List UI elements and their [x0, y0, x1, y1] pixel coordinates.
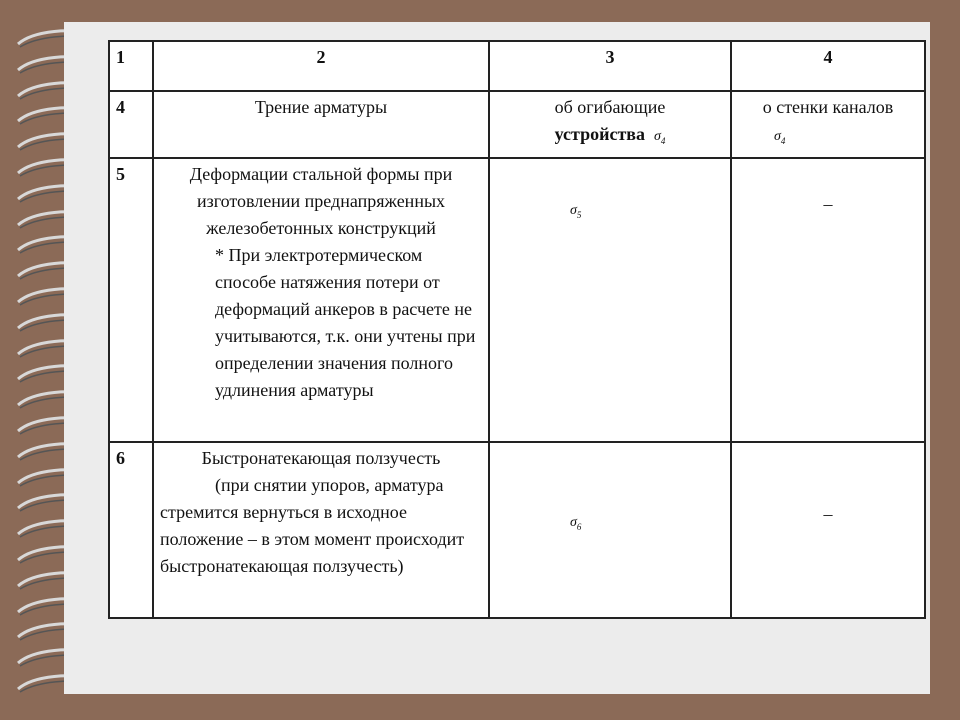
case-text-bold: устройства: [554, 124, 646, 144]
header-col-1: 1: [109, 41, 153, 91]
loss-case-4: –: [731, 158, 925, 442]
loss-title: Деформации стальной формы при изготовлении преднапряженных железобетонных конструкций: [189, 163, 453, 238]
sigma-line: [738, 121, 918, 155]
row-number: 6: [109, 442, 153, 618]
loss-description: Трение арматуры: [153, 91, 489, 158]
sigma-symbol: $\sigma_4$: [654, 129, 666, 146]
header-col-2: 2: [153, 41, 489, 91]
loss-case-3: [489, 158, 731, 442]
sigma-symbol: $\sigma_6$: [570, 514, 582, 532]
loss-title: Быстронатекающая ползучесть: [201, 447, 441, 468]
loss-description: [153, 442, 489, 618]
case-text: о стенки каналов: [762, 97, 894, 117]
case-text: об огибающие: [554, 97, 666, 117]
loss-case-3: [489, 91, 731, 158]
prestress-losses-table: [108, 40, 926, 619]
table-header-row: [109, 41, 925, 91]
table-row: [109, 91, 925, 158]
row-number: 4: [109, 91, 153, 158]
loss-description: [153, 158, 489, 442]
sigma-symbol: $\sigma_4$: [774, 129, 786, 146]
header-col-4: 4: [731, 41, 925, 91]
loss-case-3: [489, 442, 731, 618]
header-col-3: 3: [489, 41, 731, 91]
sigma-symbol: $\sigma_5$: [570, 202, 582, 220]
loss-case-4: [731, 91, 925, 158]
row-number: 5: [109, 158, 153, 442]
loss-note: * При электротермическом способе натяжения потери от деформаций анкеров в расчете не учитываются, т.к. они учтены при определении значения полного удлинения арматуры: [215, 244, 476, 400]
table-row: [109, 442, 925, 618]
case-text-bold-line: [496, 121, 724, 155]
table-row: [109, 158, 925, 442]
loss-case-4: –: [731, 442, 925, 618]
loss-note: (при снятии упоров, арматура стремится вернуться в исходное положение – в этом момент происходит быстронатекающая ползучесть): [160, 474, 465, 576]
